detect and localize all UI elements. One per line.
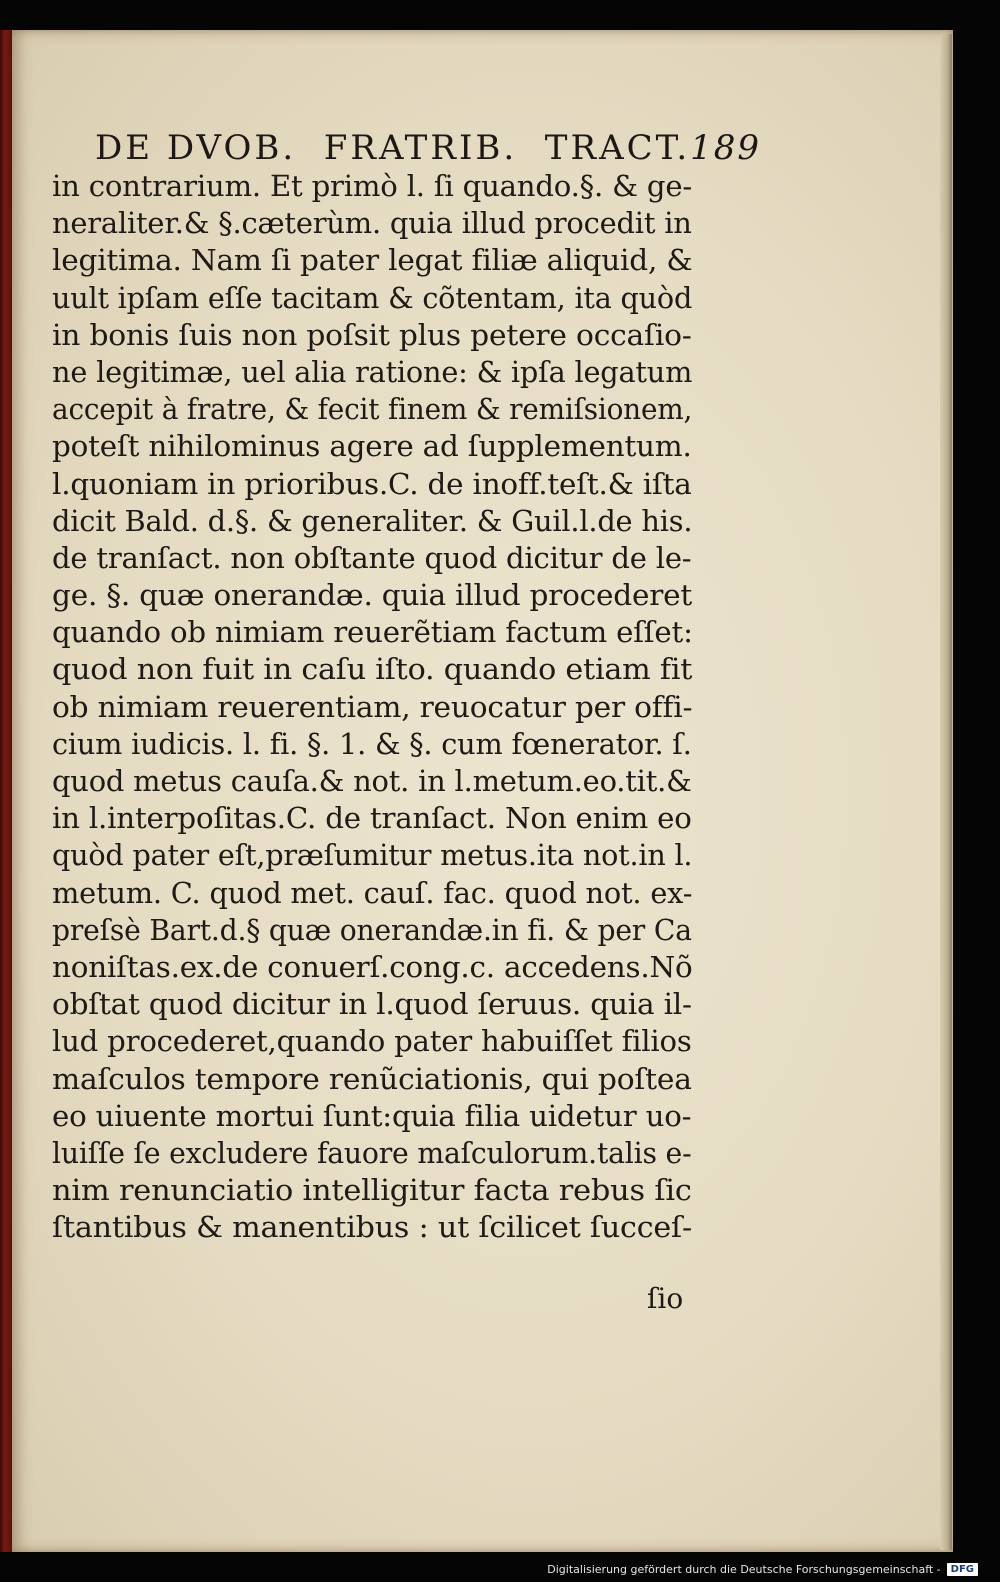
text-line: noniſtas.ex.de conuerſ.cong.c. accedens.Nõ xyxy=(52,950,693,984)
book-edge xyxy=(0,30,12,1552)
text-line: maſculos tempore renũciationis, qui poſtea xyxy=(52,1062,692,1096)
credit-text: Digitalisierung gefördert durch die Deutsche Forschungsgemeinschaft - xyxy=(547,1563,941,1576)
text-line: in l.interpoſitas.C. de tranſact. Non enim eo xyxy=(52,802,692,836)
text-line: in bonis ſuis non poſsit plus petere occaſio- xyxy=(52,318,692,352)
text-line: accepit à fratre, & fecit finem & remiſsionem, xyxy=(52,393,693,427)
text-line: preſsè Bart.d.§ quæ onerandæ.in fi. & per Ca xyxy=(52,913,692,947)
text-line: nim renunciatio intelligitur facta rebus ſic xyxy=(52,1174,692,1208)
text-line: luiſſe ſe excludere fauore maſculorum.talis e- xyxy=(52,1136,692,1170)
text-line: obſtat quod dicitur in l.quod ſeruus. quia il- xyxy=(52,988,692,1022)
text-line: quando ob nimiam reuerẽtiam factum eſſet: xyxy=(52,616,693,650)
text-block xyxy=(52,168,702,1246)
text-line: in contrarium. Et primò l. ſi quando.§. & ge- xyxy=(52,170,693,203)
text-line: l.quoniam in prioribus.C. de inoff.teſt.& iſta xyxy=(52,467,692,501)
digitization-credit xyxy=(547,1563,978,1576)
page-edge xyxy=(940,34,952,1550)
text-line: legitima. Nam ſi pater legat filiæ aliquid, & xyxy=(52,244,693,278)
text-line: quod metus cauſa.& not. in l.metum.eo.tit.& xyxy=(52,765,692,798)
catchword: ſio xyxy=(647,1282,684,1315)
text-line: dicit Bald. d.§. & generaliter. & Guil.l.de his. xyxy=(52,504,693,538)
dfg-logo: DFG xyxy=(947,1563,978,1576)
running-head-title: DE DVOB. FRATRIB. TRACT. xyxy=(95,128,691,168)
text-line: ob nimiam reuerentiam, reuocatur per offi- xyxy=(52,690,693,724)
text-line: metum. C. quod met. cauſ. fac. quod not. ex- xyxy=(52,876,693,910)
text-line: quòd pater eſt,præſumitur metus.ita not.in l. xyxy=(52,839,693,873)
text-line: neraliter.& §.cæterùm. quia illud procedit in xyxy=(52,207,692,241)
text-line: quod non fuit in caſu iſto. quando etiam fit xyxy=(52,653,693,687)
text-line: ſtantibus & manentibus : ut ſcilicet ſucceſ- xyxy=(52,1211,692,1245)
page-number: 189 xyxy=(690,128,762,168)
text-line: lud procederet,quando pater habuiſſet filios xyxy=(52,1025,692,1059)
text-line: de tranſact. non obſtante quod dicitur de le- xyxy=(52,541,692,575)
text-line: eo uiuente mortui ſunt:quia filia uidetur uo- xyxy=(52,1099,692,1133)
text-line: ne legitimæ, uel alia ratione: & ipſa legatum xyxy=(52,355,693,389)
text-line: poteſt nihilominus agere ad ſupplementum. xyxy=(52,430,692,464)
text-line: uult ipſam eſſe tacitam & cõtentam, ita quòd xyxy=(52,281,693,315)
text-line: ge. §. quæ onerandæ. quia illud procederet xyxy=(52,579,693,613)
text-line: cium iudicis. l. fi. §. 1. & §. cum fœnerator. ſ. xyxy=(52,727,692,761)
